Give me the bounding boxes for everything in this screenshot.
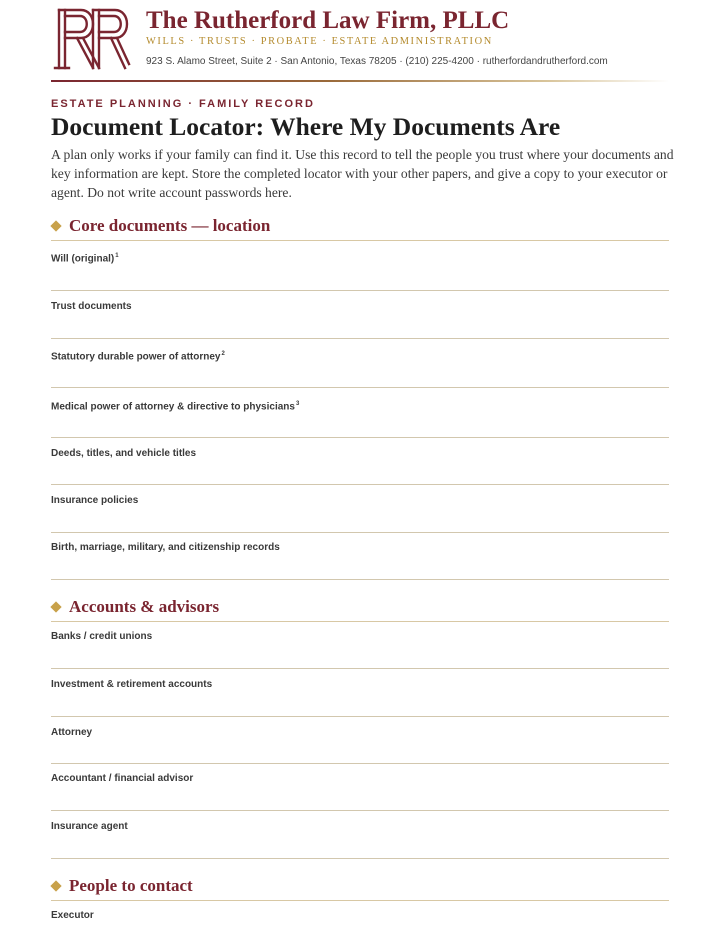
field-label-banks: Banks / credit unions (51, 631, 153, 642)
document-eyebrow: ESTATE PLANNING · FAMILY RECORD (51, 98, 315, 110)
firm-tagline: WILLS · TRUSTS · PROBATE · ESTATE ADMINISTRATION (146, 36, 493, 47)
header-divider (51, 80, 669, 82)
field-input-accountant[interactable] (51, 810, 669, 811)
diamond-bullet-icon (50, 601, 61, 612)
field-input-durable-power-of-attorney[interactable] (51, 387, 669, 388)
footnote-marker: 3 (295, 401, 300, 407)
section-heading-people-to-contact (51, 876, 193, 896)
field-label-insurance-policies: Insurance policies (51, 495, 139, 506)
firm-contact-line: 923 S. Alamo Street, Suite 2 · San Antonio, Texas 78205 · (210) 225-4200 · rutherfordandrutherford.com (146, 56, 608, 67)
section-divider (51, 240, 669, 241)
section-title: Accounts & advisors (69, 597, 220, 616)
field-label-medical-power-of-attorney: Medical power of attorney & directive to physicians$^3$ (51, 401, 300, 413)
footnote-marker: 2 (221, 351, 225, 357)
field-label-vital-records: Birth, marriage, military, and citizenship records (51, 542, 280, 553)
firm-logo (53, 8, 131, 70)
field-label-executor: Executor (51, 910, 94, 921)
section-heading-accounts-advisors (51, 597, 219, 617)
letterhead (51, 8, 669, 82)
field-input-banks[interactable] (51, 668, 669, 669)
field-label-attorney: Attorney (51, 727, 93, 738)
diamond-bullet-icon (50, 220, 61, 231)
field-input-trust-documents[interactable] (51, 338, 669, 339)
intro-paragraph: A plan only works if your family can find it. Use this record to tell the people you trust where your documents and key information are kept. Store the completed locator with your other papers, and give a copy to your executor or agent. Do not write account passwords here. (51, 147, 674, 200)
section-divider (51, 621, 669, 622)
section-heading-core-documents (51, 216, 270, 236)
field-input-deeds-titles[interactable] (51, 484, 669, 485)
field-input-vital-records[interactable] (51, 579, 669, 580)
field-input-will[interactable] (51, 290, 669, 291)
field-input-insurance-agent[interactable] (51, 858, 669, 859)
diamond-bullet-icon (50, 880, 61, 891)
field-input-medical-power-of-attorney[interactable] (51, 437, 669, 438)
field-input-attorney[interactable] (51, 763, 669, 764)
section-divider (51, 900, 669, 901)
field-label-durable-power-of-attorney: Statutory durable power of attorney$^2$ (51, 351, 225, 363)
footnote-marker: 1 (115, 253, 119, 259)
firm-name: The Rutherford Law Firm, PLLC (146, 7, 510, 34)
section-title: Core documents — location (69, 216, 271, 235)
field-label-investment-accounts: Investment & retirement accounts (51, 679, 213, 690)
field-input-investment-accounts[interactable] (51, 716, 669, 717)
field-label-deeds-titles: Deeds, titles, and vehicle titles (51, 448, 197, 459)
field-label-trust-documents: Trust documents (51, 301, 132, 312)
field-label-insurance-agent: Insurance agent (51, 821, 128, 832)
field-label-will: Will (original)$^1$ (51, 253, 119, 265)
section-title: People to contact (69, 876, 193, 895)
field-label-accountant: Accountant / financial advisor (51, 773, 194, 784)
field-input-insurance-policies[interactable] (51, 532, 669, 533)
page-title: Document Locator: Where My Documents Are (51, 112, 561, 141)
